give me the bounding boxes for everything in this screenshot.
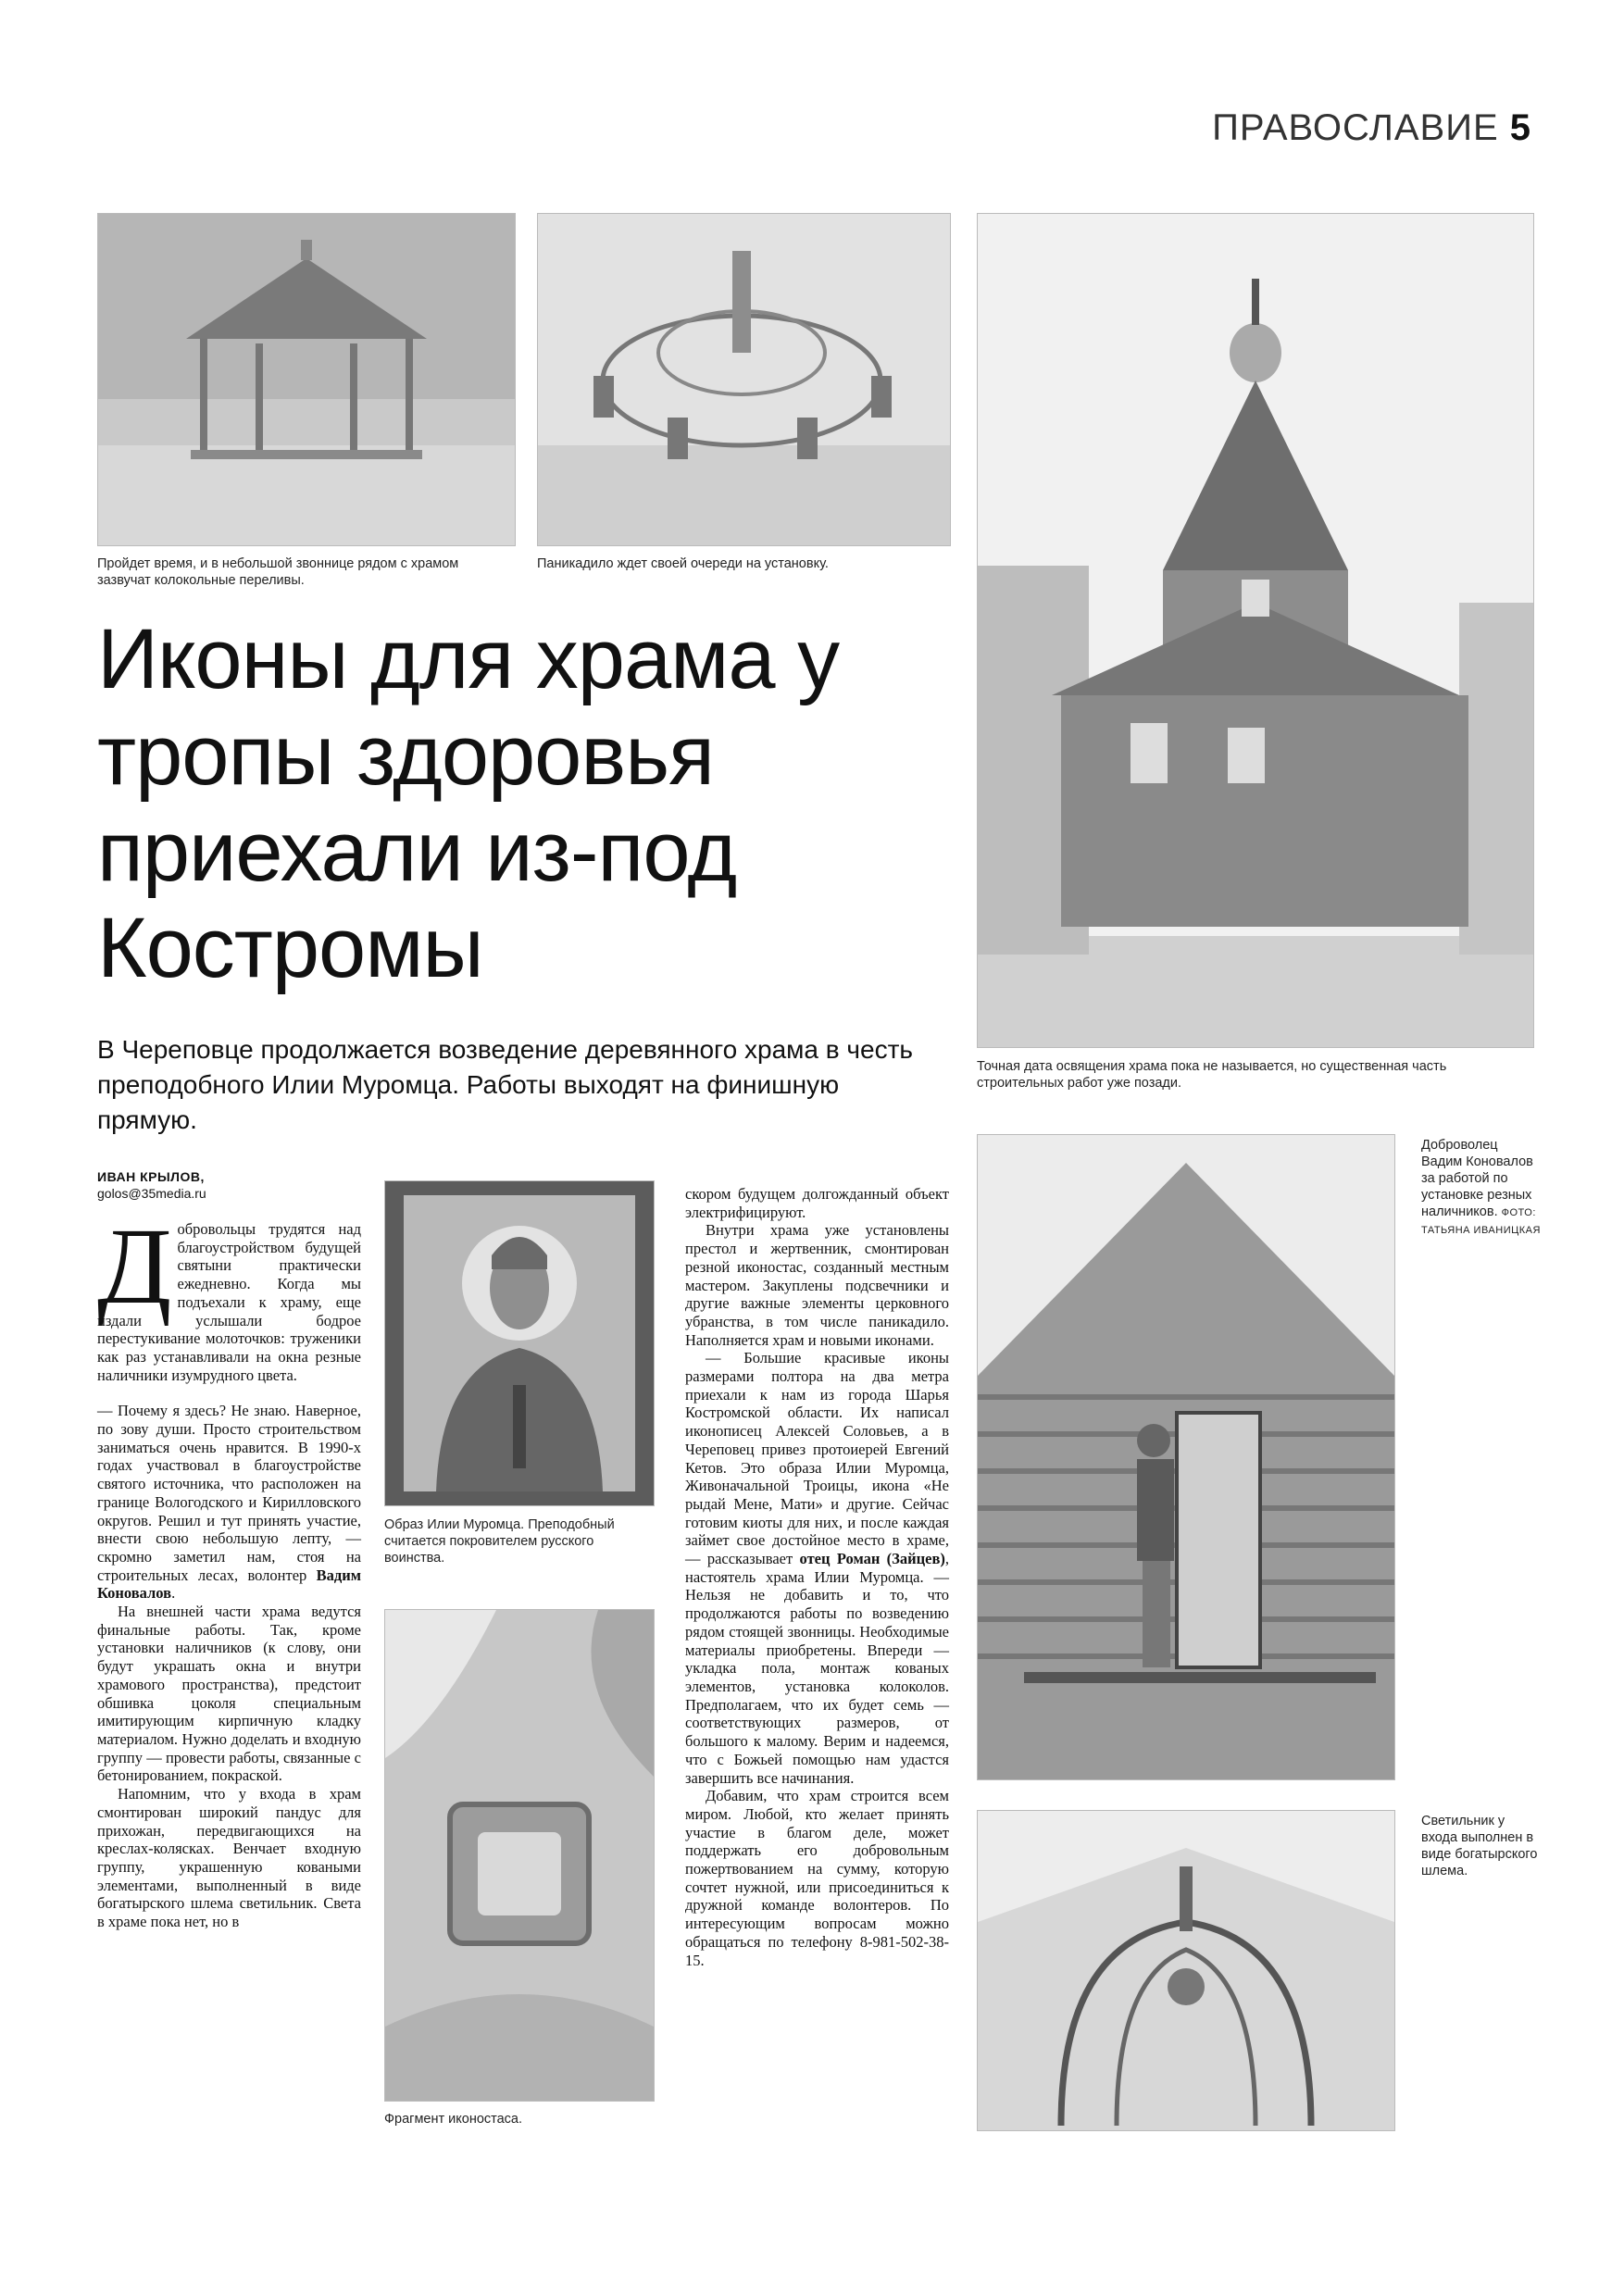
- church-photo: [977, 213, 1534, 1048]
- article-title: Иконы для храма у тропы здоровья приехали из-под Костромы: [97, 612, 840, 995]
- paragraph-1: [97, 1205, 361, 1384]
- belfry-caption: Пройдет время, и в небольшой звоннице рядом с храмом зазвучат колокольные переливы.: [97, 556, 459, 588]
- iconostasis-photo: [384, 1609, 655, 2102]
- volunteer-photo: [977, 1134, 1395, 1780]
- drop-cap: Д: [97, 1205, 172, 1327]
- church-caption: Точная дата освящения храма пока не называется, но существенная часть строительных работ уже позади.: [977, 1059, 1447, 1091]
- iconostasis-caption: Фрагмент иконостаса.: [384, 2112, 523, 2127]
- paragraph-4: Напомним, что у входа в храм смонтирован широкий пандус для прихожан, передвигающихся на креслах-колясках. Венчает входную группу, украшенную коваными элементами, выполненный в виде богатырского шлема светильник. Света в храме пока нет, но в: [97, 1785, 361, 1931]
- belfry-photo: [97, 213, 516, 546]
- article-lead: В Череповце продолжается возведение деревянного храма в честь преподобного Илии Муромца. Работы выходят на финишную прямую.: [97, 1035, 913, 1134]
- article-column-1: [97, 1205, 361, 1931]
- section-title: ПРАВОСЛАВИЕ: [1212, 107, 1499, 148]
- icon-photo: [384, 1180, 655, 1506]
- section-header: [1212, 107, 1531, 149]
- lamp-photo: [977, 1810, 1395, 2131]
- paragraph-7-text-b: , настоятель храма Илии Муромца. — Нельзя не добавить и то, что продолжаются работы по возведению рядом стоящей звонницы. Необходимые материалы приобретены. Впереди — укладка пола, монтаж кованых элементов, установка колоколов. Предполагаем, что их будет семь — соответствующих размеров, от большого к малому. Верим и надеемся, что с Божьей помощью нам удастся завершить все начинания.: [685, 1550, 949, 1787]
- paragraph-7-text-a: — Большие красивые иконы размерами полтора на два метра приехали к нам из города Шарья Костромской области. Их написал иконописец Алексей Соловьев, а в Череповец привез протоиерей Евгений Кетов. Это образа Илии Муромца, Живоначальной Троицы, икона «Не рыдай Мене, Мати» и другие. Сейчас готовим киоты для них, и после каждая займет свое достойное место в храме, — рассказывает: [685, 1349, 949, 1568]
- volunteer-caption: [1421, 1137, 1542, 1239]
- paragraph-6: Внутри храма уже установлены престол и жертвенник, смонтирован резной иконостас, созданный местным мастером. Закуплены подсвечники и другие важные элементы церковного убранства, в том числе паникадило. Наполняется храм и новыми иконами.: [685, 1221, 949, 1349]
- author-name: ИВАН КРЫЛОВ,: [97, 1169, 205, 1184]
- paragraph-1-text: обровольцы трудятся над благоустройством будущей святыни практически ежедневно. Когда мы подъехали к храму, еще издали услышали бодрое перестукивание молоточков: труженики как раз устанавливали на окна резные наличники изумрудного цвета.: [97, 1220, 361, 1384]
- chandelier-photo: [537, 213, 951, 546]
- chandelier-caption: Паникадило ждет своей очереди на установку.: [537, 556, 829, 571]
- volunteer-name: Вадим Коновалов: [97, 1566, 361, 1603]
- volunteer-caption-text: Доброволец Вадим Коновалов за работой по установке резных наличников.: [1421, 1138, 1533, 1219]
- photo-credit: ФОТО: ТАТЬЯНА ИВАНИЦКАЯ: [1421, 1207, 1541, 1236]
- paragraph-2-end: .: [171, 1584, 176, 1603]
- paragraph-8: Добавим, что храм строится всем миром. Любой, кто желает принять участие в благом деле, может поддержать его добровольным пожертвованием на сумму, которую сочтет нужной, или присоединиться к дружной команде волонтеров. По интересующим вопросам можно обращаться по телефону 8-981-502-38-15.: [685, 1787, 949, 1969]
- paragraph-5: скором будущем долгожданный объект электрифицируют.: [685, 1185, 949, 1221]
- article-column-3: [685, 1185, 949, 1969]
- lamp-caption: Светильник у входа выполнен в виде богатырского шлема.: [1421, 1814, 1538, 1878]
- icon-caption: Образ Илии Муромца. Преподобный считается покровителем русского воинства.: [384, 1517, 615, 1566]
- byline: [97, 1168, 375, 1202]
- priest-name: отец Роман (Зайцев): [799, 1550, 945, 1568]
- paragraph-2-text: — Почему я здесь? Не знаю. Наверное, по зову души. Просто строительством заниматься очень нравится. В 1990-х годах участвовал в благоустройстве святого источника, что расположен на границе Вологодского и Кирилловского округов. Решил и тут принять участие, внести свою небольшую лепту, — скромно заметил нам, стоя на строительных лесах, волонтер: [97, 1402, 361, 1584]
- paragraph-2: [97, 1402, 361, 1603]
- page-number: 5: [1509, 107, 1531, 148]
- paragraph-7: [685, 1349, 949, 1787]
- author-email: golos@35media.ru: [97, 1186, 206, 1201]
- paragraph-3: На внешней части храма ведутся финальные работы. Так, кроме установки наличников (к слову, они будут украшать окна и внутри храмового пространства), предстоит обшивка цоколя специальным имитирующим кирпичную кладку материалом. Нужно доделать и входную группу — провести работы, связанные с бетонированием, покраской.: [97, 1603, 361, 1785]
